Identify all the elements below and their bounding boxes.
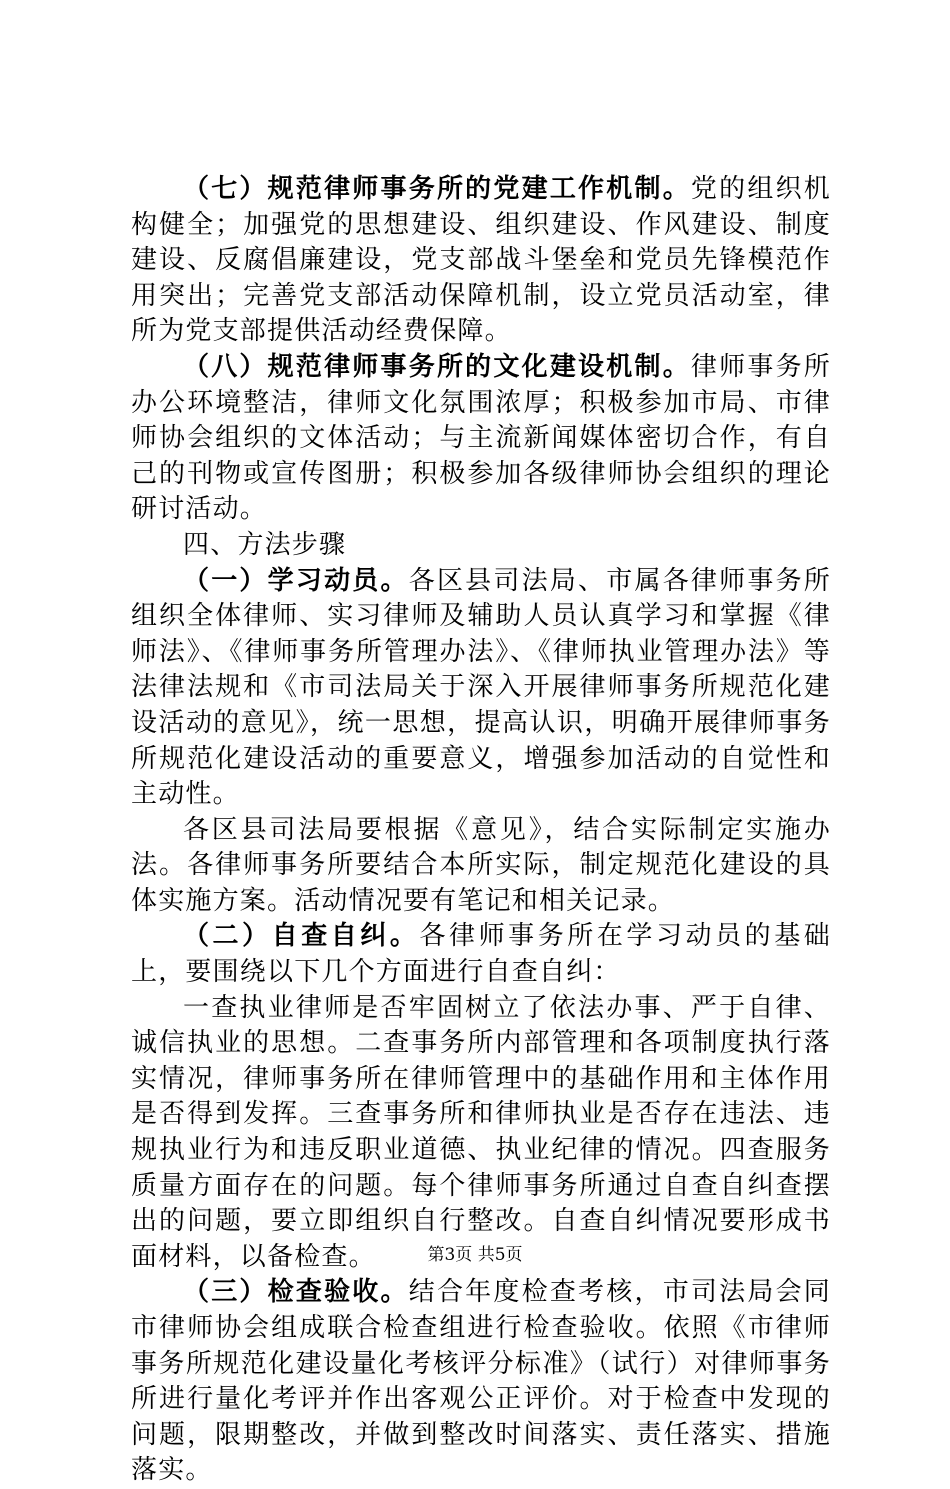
- step-1-text: 各区县司法局、市属各律师事务所组织全体律师、实习律师及辅助人员认真学习和掌握《律师法》、《律师事务所管理办法》、《律师执业管理办法》等法律法规和《市司法局关于深入开展律师事务所规范化建设活动的意见》，统一思想，提高认识，明确开展律师事务所规范化建设活动的重要意义，增强参加活动的自觉性和主动性。: [131, 565, 831, 810]
- paragraph-implementation: [131, 813, 831, 920]
- paragraph-study-mobilization: [131, 564, 831, 813]
- section-heading-methods: 四、方法步骤: [183, 529, 347, 560]
- paragraph-acceptance-check: [131, 1275, 831, 1489]
- paragraph-self-inspection: [131, 919, 831, 990]
- step-1-title: （一）学习动员。: [183, 565, 409, 596]
- step-2-text: 各律师事务所在学习动员的基础上，要围绕以下几个方面进行自查自纠：: [131, 921, 831, 988]
- step-3-text: 结合年度检查考核，市司法局会同市律师协会组成联合检查组进行检查验收。依照《市律师事务所规范化建设量化考核评分标准》（试行）对律师事务所进行量化考评并作出客观公正评价。对于检查中发现的问题，限期整改，并做到整改时间落实、责任落实、措施落实。: [131, 1277, 831, 1486]
- page-number-footer: 第3页 共5页: [427, 1245, 523, 1265]
- document-body: [131, 172, 831, 1489]
- step-3-title: （三）检查验收。: [183, 1277, 409, 1308]
- section-7-text: 党的组织机构健全；加强党的思想建设、组织建设、作风建设、制度建设、反腐倡廉建设，党支部战斗堡垒和党员先锋模范作用突出；完善党支部活动保障机制，设立党员活动室，律所为党支部提供活动经费保障。: [131, 174, 831, 347]
- section-8-text: 律师事务所办公环境整洁，律师文化氛围浓厚；积极参加市局、市律师协会组织的文体活动；与主流新闻媒体密切合作，有自己的刊物或宣传图册；积极参加各级律师协会组织的理论研讨活动。: [131, 351, 831, 525]
- section-7-title: （七）规范律师事务所的党建工作机制。: [183, 174, 691, 204]
- inspection-items-text: 一查执业律师是否牢固树立了依法办事、严于自律、诚信执业的思想。二查事务所内部管理和各项制度执行落实情况，律师事务所在律师管理中的基础作用和主体作用是否得到发挥。三查事务所和律师执业是否存在违法、违规执业行为和违反职业道德、执业纪律的情况。四查服务质量方面存在的问题。每个律师事务所通过自查自纠查摆出的问题，要立即组织自行整改。自查自纠情况要形成书面材料，以备检查。: [131, 992, 831, 1272]
- paragraph-inspection-items: [131, 991, 831, 1276]
- paragraph-culture-building: [131, 350, 831, 528]
- section-8-title: （八）规范律师事务所的文化建设机制。: [183, 351, 691, 382]
- step-2-title: （二）自查自纠。: [183, 921, 420, 952]
- paragraph-party-building: [131, 172, 831, 350]
- implementation-text: 各区县司法局要根据《意见》，结合实际制定实施办法。各律师事务所要结合本所实际，制定规范化建设的具体实施方案。活动情况要有笔记和相关记录。: [131, 814, 831, 916]
